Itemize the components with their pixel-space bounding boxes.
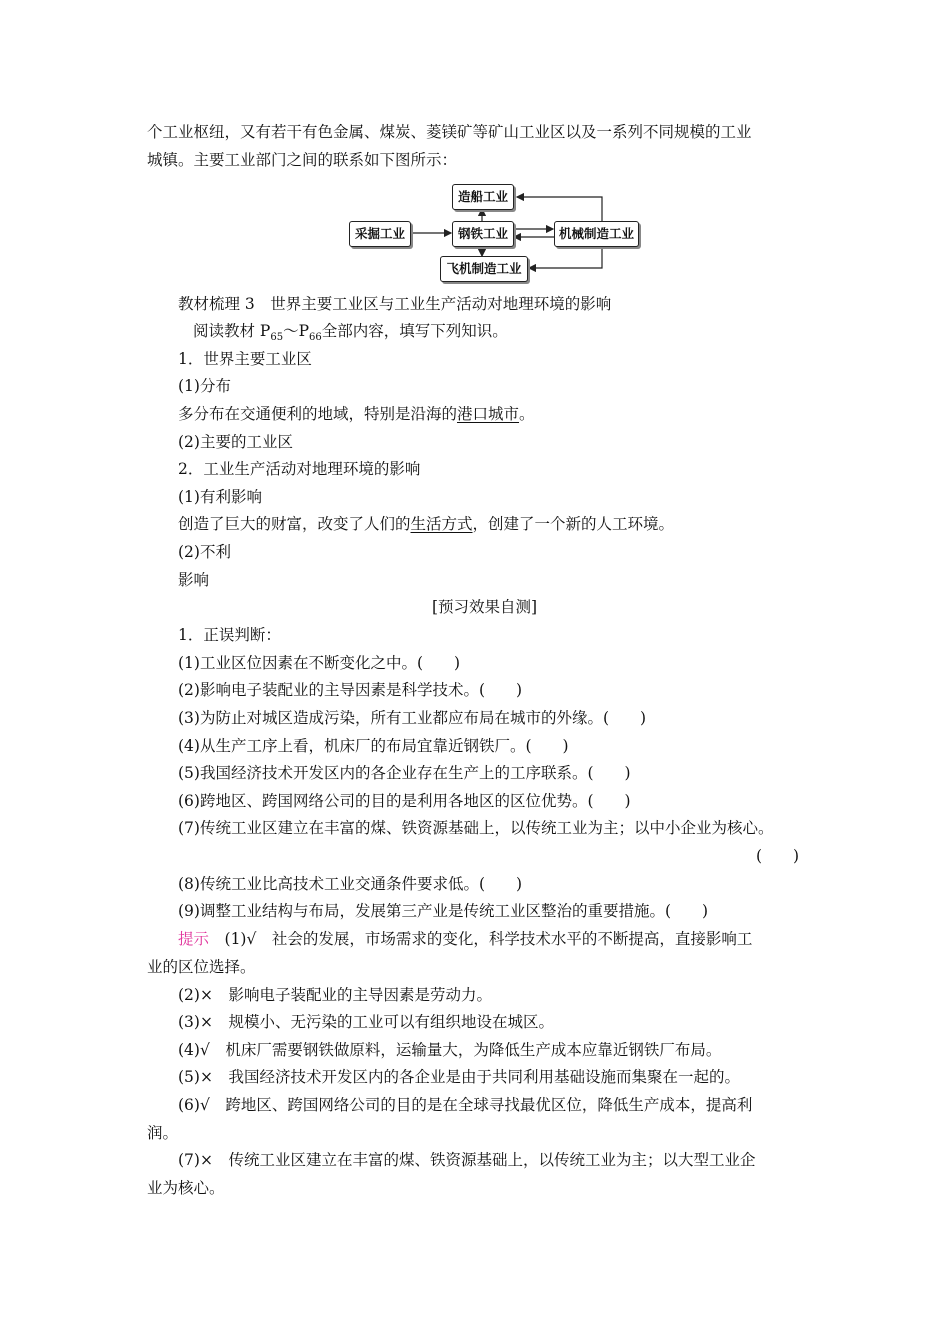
intro-line-2: 城镇。主要工业部门之间的联系如下图所示： [147, 151, 458, 169]
hint-answer: (5)× 我国经济技术开发区内的各企业是由于共同利用基础设施而集聚在一起的。 [178, 1068, 740, 1086]
question-item: (9)调整工业结构与布局，发展第三产业是传统工业区整治的重要措施。( ) [178, 902, 709, 920]
hint-answer-cont: 润。 [147, 1124, 179, 1142]
heading-2a: (1)有利影响 [178, 488, 262, 506]
question-title: 1．正误判断： [178, 626, 281, 644]
node-aircraft: 飞机制造工业 [440, 256, 528, 282]
question-item: (3)为防止对城区造成污染，所有工业都应布局在城市的外缘。( ) [178, 709, 647, 727]
question-item: (1)工业区位因素在不断变化之中。( ) [178, 654, 461, 672]
question-item: (4)从生产工序上看，机床厂的布局宜靠近钢铁厂。( ) [178, 737, 569, 755]
intro-line-1: 个工业枢纽，又有若干有色金属、煤炭、菱镁矿等矿山工业区以及一系列不同规模的工业 [147, 123, 752, 141]
question-item: (6)跨地区、跨国网络公司的目的是利用各地区的区位优势。( ) [178, 792, 631, 810]
heading-2b: (2)不利 [178, 543, 231, 561]
hint-answer: (3)× 规模小、无污染的工业可以有组织地设在城区。 [178, 1013, 554, 1031]
hint-answer-1-cont: 业的区位选择。 [147, 958, 256, 976]
distribution-text: 多分布在交通便利的地域，特别是沿海的港口城市。 [178, 405, 535, 423]
heading-1b: (2)主要的工业区 [178, 433, 293, 451]
heading-2: 2．工业生产活动对地理环境的影响 [178, 460, 421, 478]
question-item: (7)传统工业区建立在丰富的煤、铁资源基础上，以传统工业为主；以中小企业为核心。 [178, 819, 774, 837]
selftest-heading: [预习效果自测] [432, 598, 538, 616]
heading-2b-cont: 影响 [178, 571, 210, 589]
node-shipbuilding: 造船工业 [452, 184, 514, 210]
hint-answer-cont: 业为核心。 [147, 1179, 225, 1197]
answer-port-city: 港口城市 [457, 405, 520, 423]
hint-answer-1: 提示 (1)√ 社会的发展，市场需求的变化，科学技术水平的不断提高，直接影响工 [178, 930, 753, 948]
hint-answer: (6)√ 跨地区、跨国网络公司的目的是在全球寻找最优区位，降低生产成本，提高利 [178, 1096, 753, 1114]
node-mining: 采掘工业 [349, 221, 411, 247]
node-steel: 钢铁工业 [452, 221, 514, 247]
hint-answer: (2)× 影响电子装配业的主导因素是劳动力。 [178, 986, 492, 1004]
node-machinery: 机械制造工业 [554, 221, 639, 247]
heading-1a: (1)分布 [178, 377, 231, 395]
favorable-text: 创造了巨大的财富，改变了人们的生活方式，创建了一个新的人工环境。 [178, 515, 675, 533]
hint-answer: (7)× 传统工业区建立在丰富的煤、铁资源基础上，以传统工业为主；以大型工业企 [178, 1151, 756, 1169]
question-item: (2)影响电子装配业的主导因素是科学技术。( ) [178, 681, 523, 699]
heading-1: 1．世界主要工业区 [178, 350, 312, 368]
section3-title: 教材梳理 3 世界主要工业区与工业生产活动对地理环境的影响 [178, 295, 612, 313]
question-item: (8)传统工业比高技术工业交通条件要求低。( ) [178, 875, 523, 893]
hint-label: 提示 [178, 930, 210, 948]
industry-linkage-diagram [347, 183, 647, 283]
answer-lifestyle: 生活方式 [410, 515, 473, 533]
question-item-blank: ( ) [756, 847, 800, 865]
hint-answer: (4)√ 机床厂需要钢铁做原料，运输量大，为降低生产成本应靠近钢铁厂布局。 [178, 1041, 722, 1059]
read-instruction: 阅读教材 $P_{65}\sim P_{66}$全部内容，填写下列知识。 [193, 322, 508, 344]
question-item: (5)我国经济技术开发区内的各企业存在生产上的工序联系。( ) [178, 764, 631, 782]
